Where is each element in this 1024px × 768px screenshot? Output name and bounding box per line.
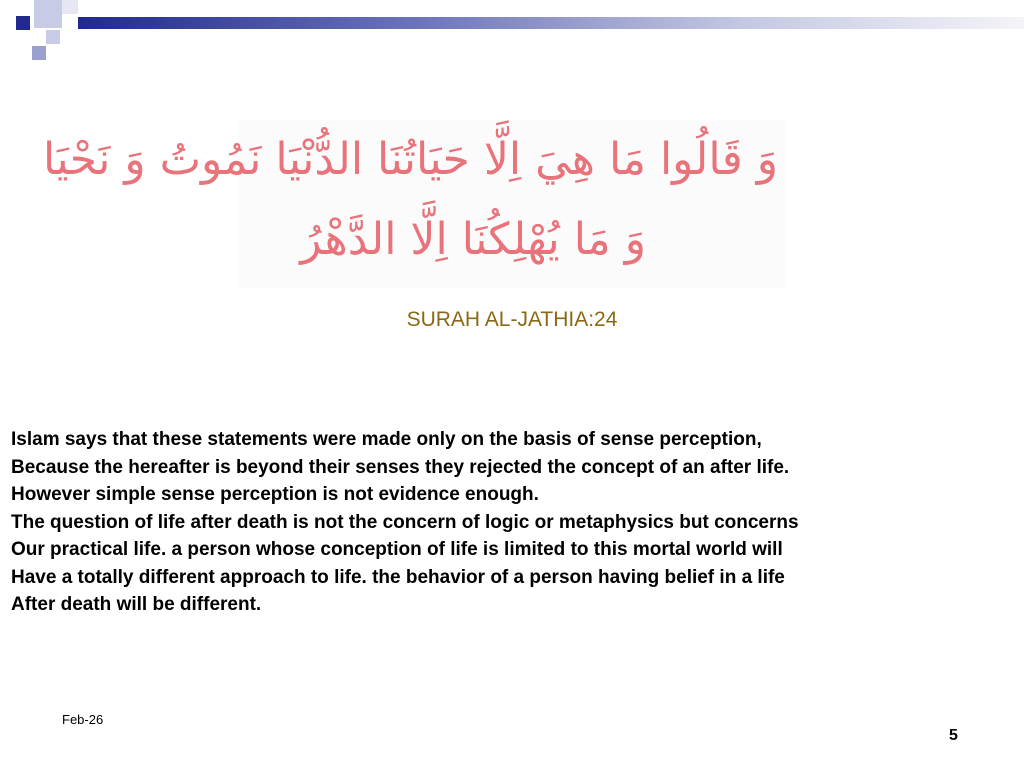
deco-square (46, 30, 60, 44)
arabic-verse-image (43, 120, 786, 288)
page-number: 5 (949, 727, 958, 744)
arabic-verse-line-2: وَ مَا يُهْلِكُنَا اِلَّا الدَّهْرُ (300, 214, 646, 265)
body-line: Have a totally different approach to life. the behavior of a person having belief in a life (11, 566, 785, 588)
arabic-verse-line-1: وَ قَالُوا مَا هِيَ اِلَّا حَيَاتُنَا الدُّنْيَا نَمُوتُ وَ نَحْيَا (43, 134, 778, 185)
deco-square (32, 46, 46, 60)
deco-square (16, 16, 30, 30)
footer-date: Feb-26 (62, 712, 104, 727)
body-line: Our practical life. a person whose conception of life is limited to this mortal world will (11, 539, 783, 560)
body-text (11, 426, 1011, 619)
body-line: Islam says that these statements were made only on the basis of sense perception, (11, 429, 762, 450)
verse-reference: SURAH AL-JATHIA:24 (406, 308, 618, 331)
body-line: However simple sense perception is not evidence enough. (11, 484, 539, 505)
header-gradient-bar (78, 17, 1024, 29)
deco-square (62, 0, 78, 14)
header-decoration (0, 0, 1024, 64)
body-line: Because the hereafter is beyond their senses they rejected the concept of an after life. (11, 456, 790, 478)
deco-square (34, 0, 62, 28)
body-line: After death will be different. (11, 594, 262, 615)
body-line: The question of life after death is not the concern of logic or metaphysics but concerns (11, 511, 799, 533)
